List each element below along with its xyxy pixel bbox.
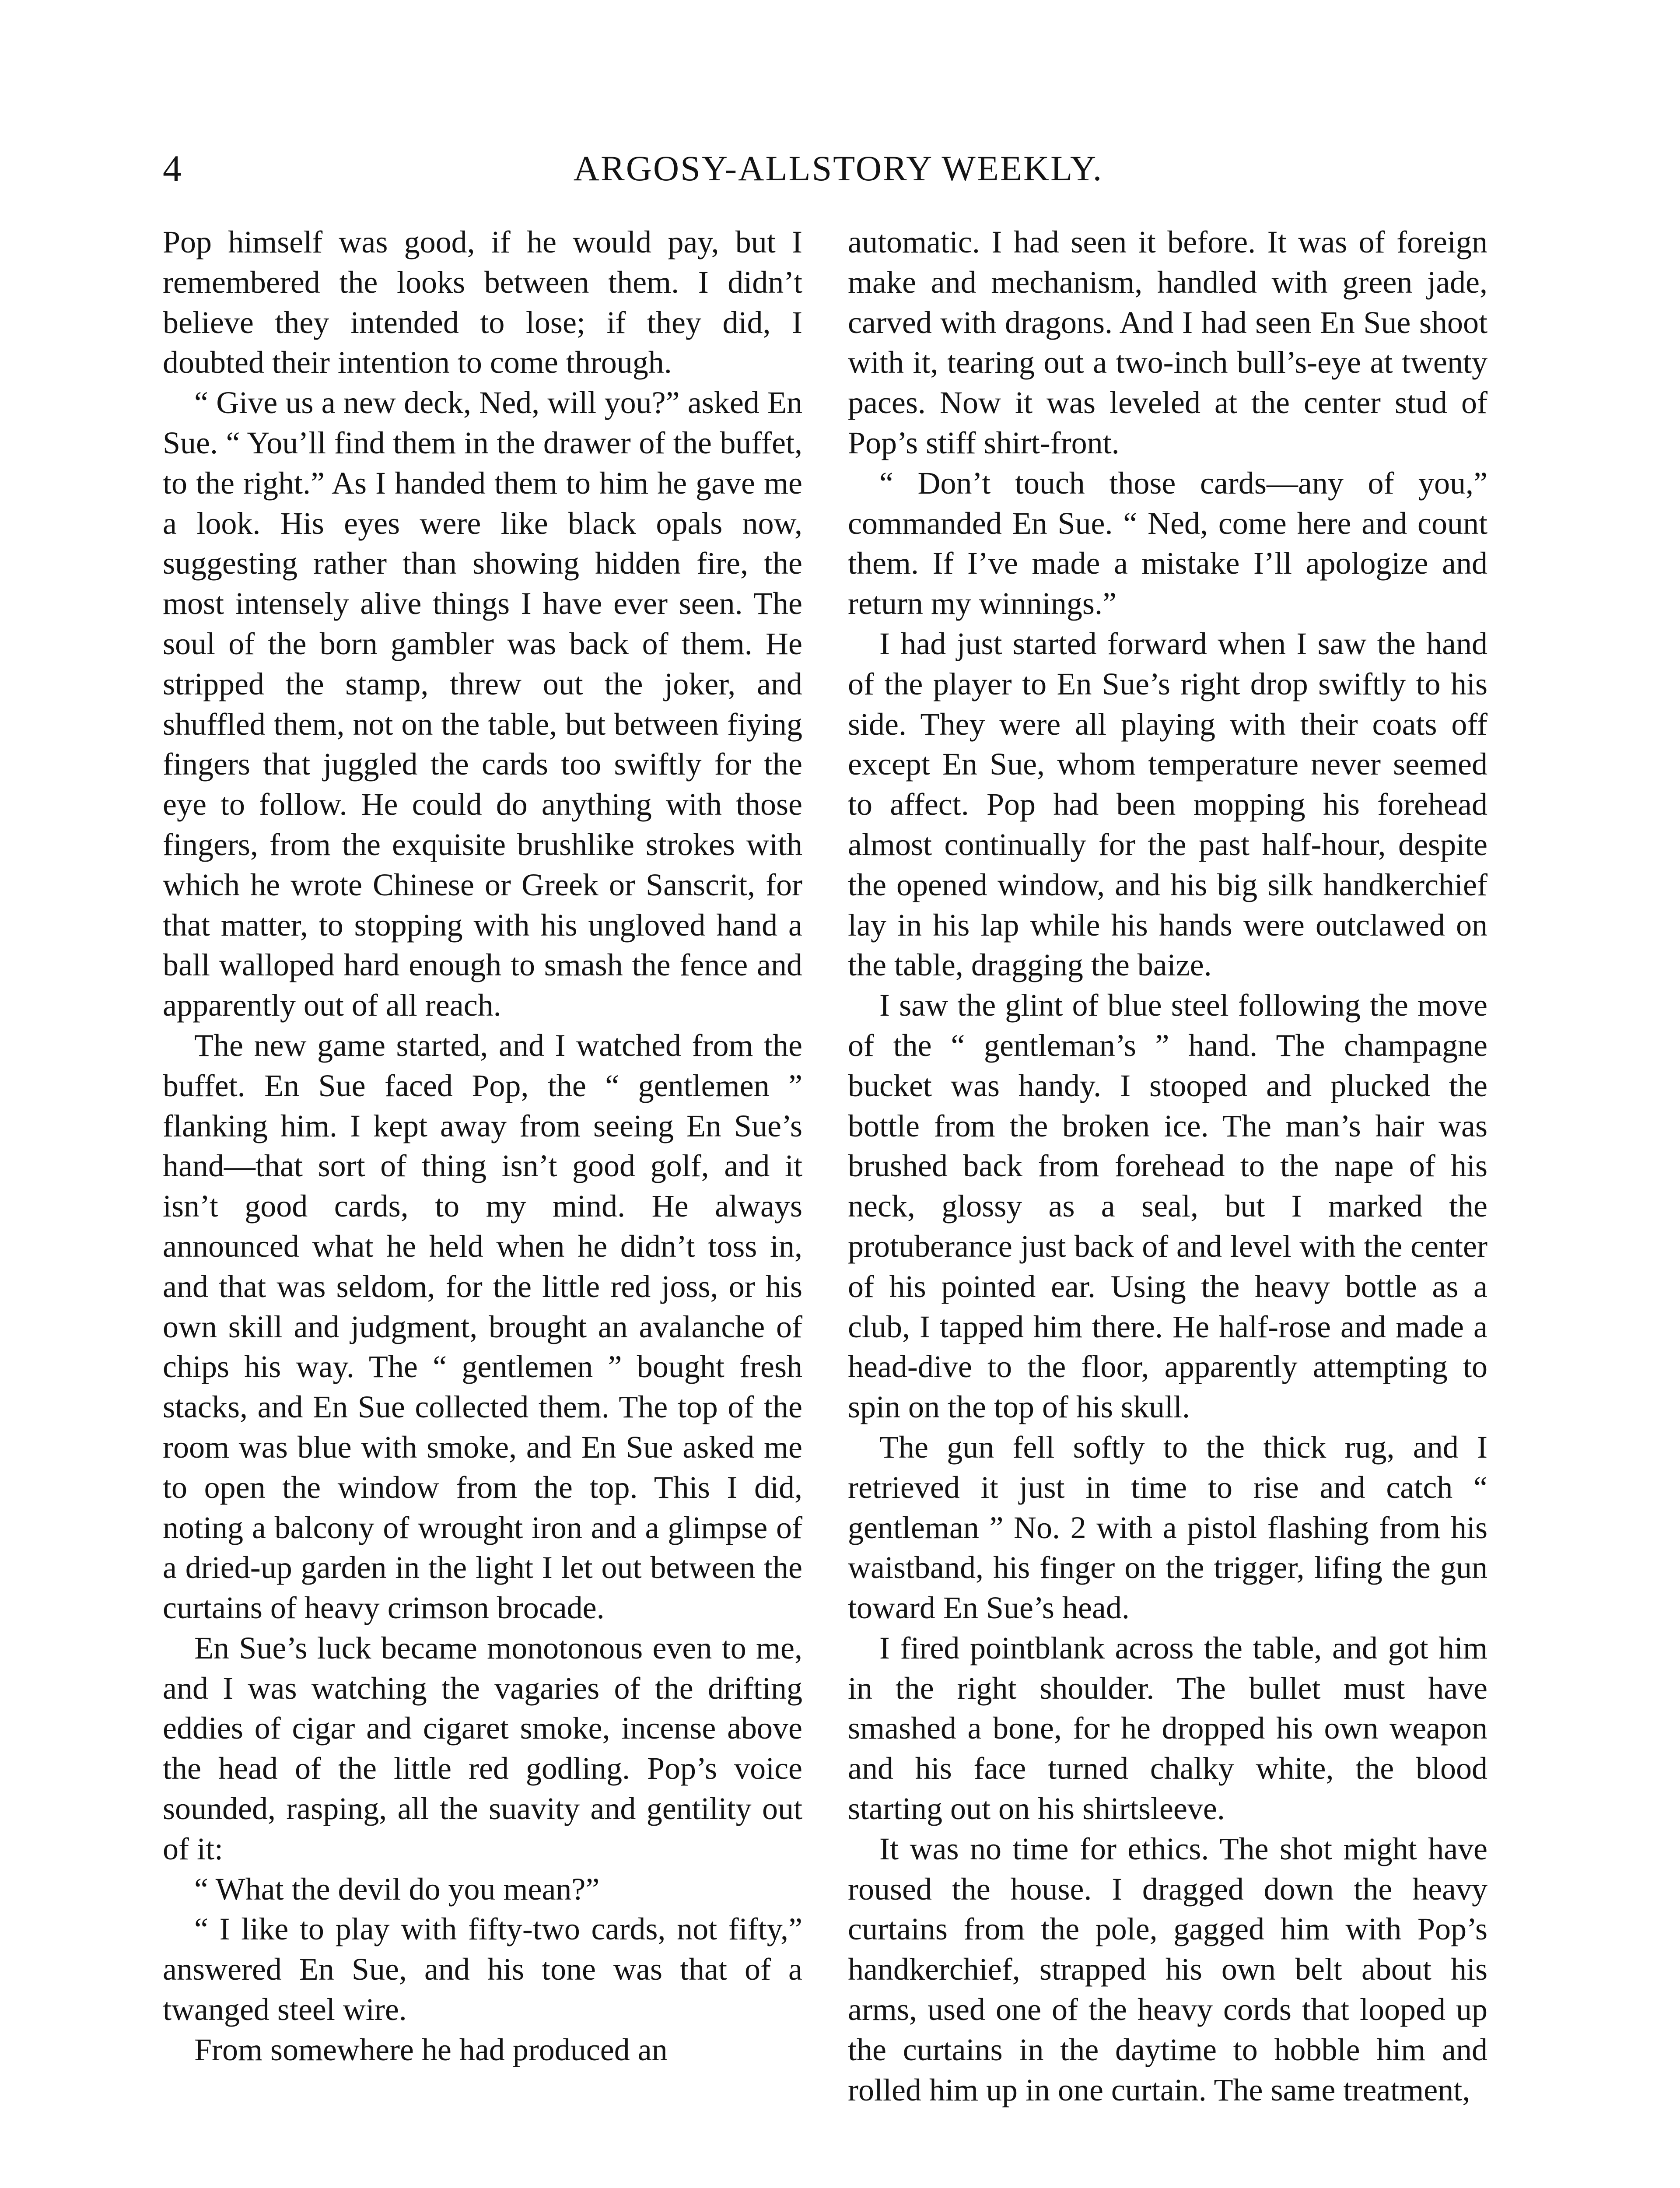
paragraph: automatic. I had seen it before. It was of foreign make and mechanism, handled with green jade, carved with dragons. And I had seen En Sue shoot with it, tearing out a two-inch bull’s-eye at twenty paces. Now it was leveled at the center stud of Pop’s stiff shirt-front. xyxy=(848,224,1488,460)
running-title: ARGOSY-ALLSTORY WEEKLY. xyxy=(573,148,1103,188)
paragraph: It was no time for ethics. The shot might have roused the house. I dragged down the heavy curtains from the pole, gagged him with Pop’s handkerchief, strapped his own belt about his arms, used one of the heavy cords that looped up the curtains in the daytime to hobble him and rolled him up in one curtain. The same treatment, xyxy=(848,1831,1488,2107)
paragraph: The gun fell softly to the thick rug, and I retrieved it just in time to rise and catch “ gentleman ” No. 2 with a pistol flashing from his waistband, his finger on the trigger, lifing the gun toward En Sue’s head. xyxy=(848,1429,1488,1626)
paragraph: I saw the glint of blue steel following the move of the “ gentleman’s ” hand. The champagne bucket was handy. I stooped and plucked the bottle from the broken ice. The man’s hair was brushed back from forehead to the nape of his neck, glossy as a seal, but I marked the protuberance just back of and level with the center of his pointed ear. Using the heavy bottle as a club, I tapped him there. He half-rose and made a head-dive to the floor, apparently attempting to spin on the top of his skull. xyxy=(848,988,1488,1425)
paragraph: I fired pointblank across the table, and got him in the right shoulder. The bullet must have smashed a bone, for he dropped his own weapon and his face turned chalky white, the blood starting out on his shirtsleeve. xyxy=(848,1630,1488,1827)
paragraph: “ Give us a new deck, Ned, will you?” asked En Sue. “ You’ll find them in the drawer of the buffet, to the right.” As I handed them to him he gave me a look. His eyes were like black opals now, suggesting rather than showing hidden fire, the most intensely alive things I have ever seen. The soul of the born gambler was back of them. He stripped the stamp, threw out the joker, and shuffled them, not on the table, but between fiying fingers that juggled the cards too swiftly for the eye to follow. He could do anything with those fingers, from the exquisite brushlike strokes with which he wrote Chinese or Greek or Sanscrit, for that matter, to stopping with his ungloved hand a ball walloped hard enough to smash the fence and apparently out of all reach. xyxy=(163,385,802,1023)
paragraph: The new game started, and I watched from the buffet. En Sue faced Pop, the “ gentlemen ” flanking him. I kept away from seeing En Sue’s hand—that sort of thing isn’t good golf, and it isn’t good cards, to my mind. He always announced what he held when he didn’t toss in, and that was seldom, for the little red joss, or his own skill and judgment, brought an avalanche of chips his way. The “ gentlemen ” bought fresh stacks, and En Sue collected them. The top of the room was blue with smoke, and En Sue asked me to open the window from the top. This I did, noting a balcony of wrought iron and a glimpse of a dried-up garden in the light I let out between the curtains of heavy crimson brocade. xyxy=(163,1027,802,1626)
paragraph: En Sue’s luck became monotonous even to me, and I was watching the vagaries of the drifting eddies of cigar and cigaret smoke, incense above the head of the little red godling. Pop’s voice sounded, rasping, all the suavity and gentility out of it: xyxy=(163,1630,802,1866)
paragraph: “ I like to play with fifty-two cards, not fifty,” answered En Sue, and his tone was that of a twanged steel wire. xyxy=(163,1911,802,2027)
paragraph: Pop himself was good, if he would pay, but I remembered the looks between them. I didn’t believe they intended to lose; if they did, I doubted their intention to come through. xyxy=(163,224,802,380)
page-header xyxy=(163,144,1514,193)
right-column xyxy=(848,222,1488,2110)
paragraph: From somewhere he had produced an xyxy=(194,2032,668,2067)
paragraph: “ Don’t touch those cards—any of you,” commanded En Sue. “ Ned, come here and count them. If I’ve made a mistake I’ll apologize and return my winnings.” xyxy=(848,465,1488,621)
left-column xyxy=(163,222,802,2070)
paragraph: I had just started forward when I saw the hand of the player to En Sue’s right drop swiftly to his side. They were all playing with their coats off except En Sue, whom temperature never seemed to affect. Pop had been mopping his forehead almost continually for the past half-hour, despite the opened window, and his big silk handkerchief lay in his lap while his hands were outclawed on the table, dragging the baize. xyxy=(848,626,1488,983)
paragraph: “ What the devil do you mean?” xyxy=(194,1871,600,1907)
page-number: 4 xyxy=(163,147,182,189)
